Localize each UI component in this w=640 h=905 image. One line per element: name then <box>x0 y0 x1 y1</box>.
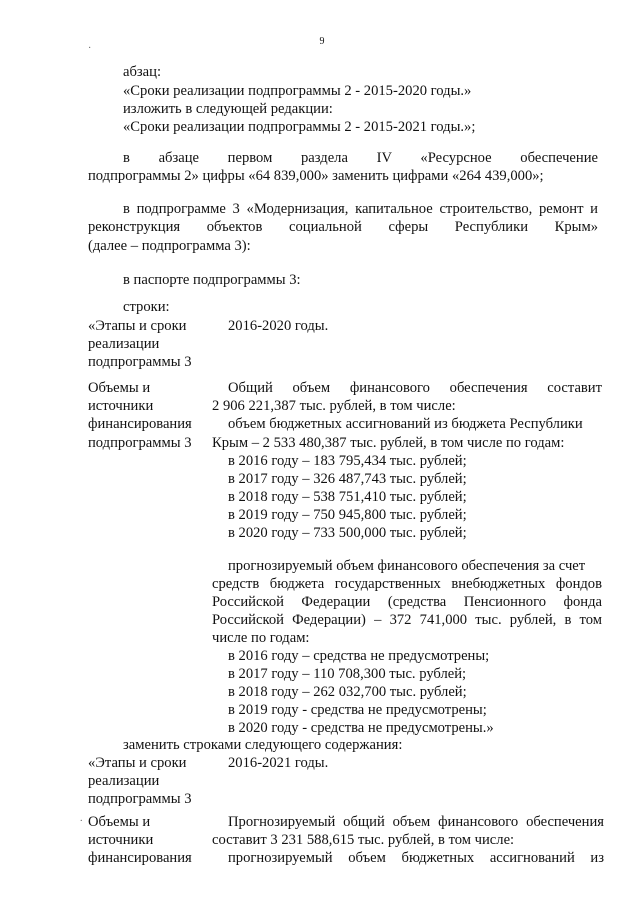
text-line: строки: <box>123 299 170 315</box>
table-value: Российской Федерации (средства Пенсионного фонда <box>212 594 602 610</box>
table-value: в 2018 году – 262 032,700 тыс. рублей; <box>228 684 467 700</box>
table-value: Российской Федерации) – 372 741,000 тыс. рублей, в том <box>212 612 602 628</box>
text-line: заменить строками следующего содержания: <box>123 737 403 753</box>
table-value: 2 906 221,387 тыс. рублей, в том числе: <box>212 398 456 414</box>
table-label: реализации <box>88 773 160 789</box>
text-line: в паспорте подпрограммы 3: <box>123 272 301 288</box>
table-value: в 2017 году – 110 708,300 тыс. рублей; <box>228 666 467 682</box>
table-value: в 2016 году – средства не предусмотрены; <box>228 648 490 664</box>
table-value: в 2020 году – 733 500,000 тыс. рублей; <box>228 525 467 541</box>
table-value: в 2018 году – 538 751,410 тыс. рублей; <box>228 489 467 505</box>
table-value: в 2019 году - средства не предусмотрены; <box>228 702 487 718</box>
page-number: 9 <box>319 36 325 47</box>
table-value: прогнозируемый объем бюджетных ассигнований из <box>228 850 604 866</box>
table-label: финансирования <box>88 850 192 866</box>
text-line: абзац: <box>123 64 162 80</box>
table-value: в 2017 году – 326 487,743 тыс. рублей; <box>228 471 467 487</box>
text-line: в подпрограмме 3 «Модернизация, капитальное строительство, ремонт и <box>123 201 598 217</box>
table-label: источники <box>88 398 154 414</box>
table-value: 2016-2020 годы. <box>228 318 329 334</box>
text-line: «Сроки реализации подпрограммы 2 - 2015-2021 годы.»; <box>123 119 476 135</box>
table-label: подпрограммы 3 <box>88 354 192 370</box>
table-value: объем бюджетных ассигнований из бюджета Республики <box>228 416 583 432</box>
table-value: Общий объем финансового обеспечения составит <box>228 380 602 396</box>
text-line: реконструкция объектов социальной сферы Республики Крым» <box>88 219 598 235</box>
text-line: «Сроки реализации подпрограммы 2 - 2015-2020 годы.» <box>123 83 472 99</box>
table-label: «Этапы и сроки <box>88 318 187 334</box>
scan-mark: · <box>88 43 92 54</box>
table-value: средств бюджета государственных внебюджетных фондов <box>212 576 602 592</box>
text-line: подпрограммы 2» цифры «64 839,000» заменить цифрами «264 439,000»; <box>88 168 544 184</box>
text-line: изложить в следующей редакции: <box>123 101 333 117</box>
table-label: «Этапы и сроки <box>88 755 187 771</box>
table-value: составит 3 231 588,615 тыс. рублей, в том числе: <box>212 832 515 848</box>
table-value: в 2016 году – 183 795,434 тыс. рублей; <box>228 453 467 469</box>
table-label: подпрограммы 3 <box>88 435 192 451</box>
text-line: в абзаце первом раздела IV «Ресурсное обеспечение <box>123 150 598 166</box>
table-label: финансирования <box>88 416 192 432</box>
table-label: Объемы и <box>88 814 151 830</box>
text-line: (далее – подпрограмма 3): <box>88 238 251 254</box>
table-label: подпрограммы 3 <box>88 791 192 807</box>
table-value: 2016-2021 годы. <box>228 755 329 771</box>
table-value: в 2019 году – 750 945,800 тыс. рублей; <box>228 507 467 523</box>
table-label: источники <box>88 832 154 848</box>
table-value: Крым – 2 533 480,387 тыс. рублей, в том числе по годам: <box>212 435 565 451</box>
table-value: числе по годам: <box>212 630 310 646</box>
scan-mark: . <box>80 813 83 824</box>
table-value: в 2020 году - средства не предусмотрены.» <box>228 720 494 736</box>
table-value: прогнозируемый объем финансового обеспечения за счет <box>228 558 586 574</box>
table-label: реализации <box>88 336 160 352</box>
table-label: Объемы и <box>88 380 151 396</box>
table-value: Прогнозируемый общий объем финансового обеспечения <box>228 814 604 830</box>
